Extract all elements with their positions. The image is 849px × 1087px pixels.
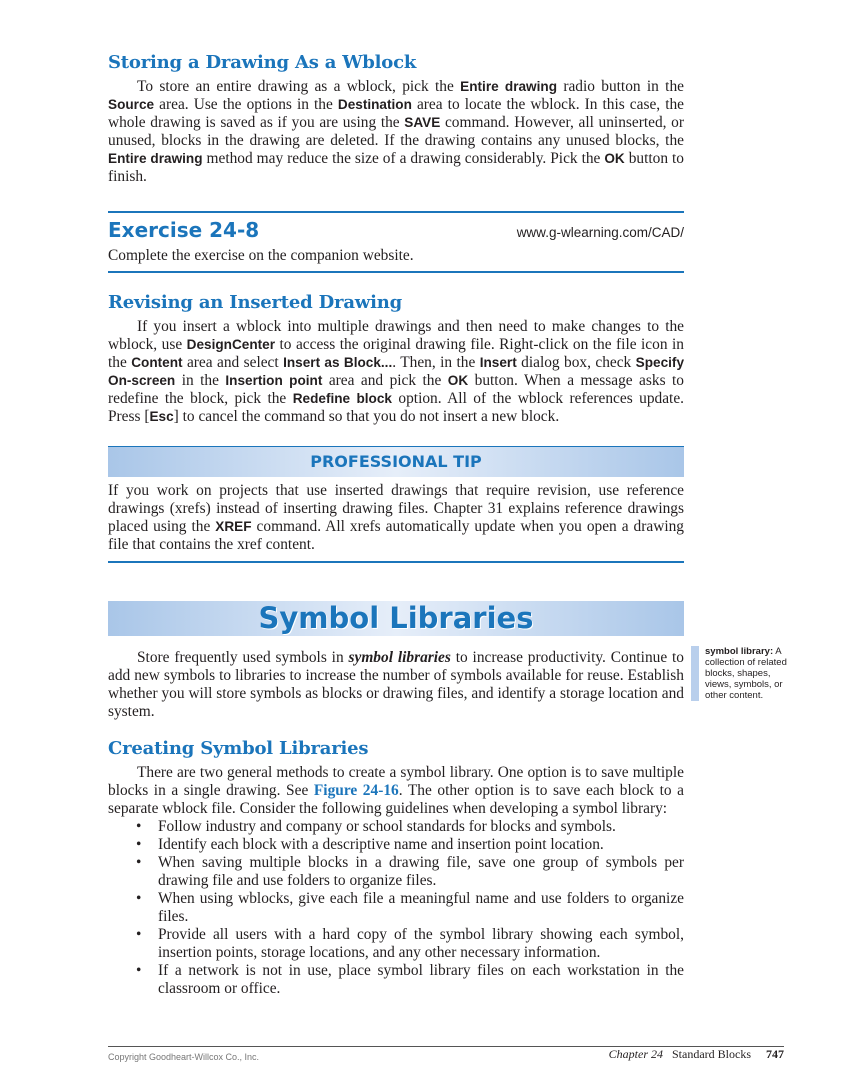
list-item: • Identify each block with a descriptive name and insertion point location. <box>128 836 684 854</box>
text-run: button to finish. <box>108 150 684 185</box>
guidelines-list <box>128 818 684 998</box>
key-name: Esc <box>149 409 174 424</box>
heading: Revising an Inserted Drawing <box>108 292 402 313</box>
section-creating <box>108 738 684 998</box>
ui-term: DesignCenter <box>186 337 276 352</box>
text-run: method may reduce the size of a drawing considerably. Pick the <box>202 150 605 167</box>
glossary-definition: A collection of related blocks, shapes, views, symbols, or other content. <box>705 646 787 701</box>
ui-term: Redefine block <box>292 391 392 406</box>
ui-term: Specify On-screen <box>108 355 685 388</box>
heading: Storing a Drawing As a Wblock <box>108 52 417 73</box>
page-footer <box>108 1046 784 1064</box>
text-run: To store an entire drawing as a wblock, pick the <box>137 78 461 95</box>
text-run: to access the original drawing file. Right-click on the file icon in the <box>108 336 684 371</box>
text-run: to increase productivity. Continue to add new symbols to libraries to increase the number of symbols available for reuse. Establish whether you will store symbols as blocks or drawing files, and identify a storage location and system. <box>108 649 685 720</box>
ui-term: Source <box>108 97 155 112</box>
text-run: There are two general methods to create a symbol library. One option is to save multiple blocks in a single drawing. See <box>108 764 684 799</box>
text-run: area. Use the options in the <box>154 96 338 113</box>
margin-definition <box>691 646 791 701</box>
list-item: • If a network is not in use, place symbol library files on each workstation in the classroom or office. <box>128 962 684 998</box>
paragraph <box>108 78 684 186</box>
figure-reference[interactable]: Figure 24-16 <box>313 782 399 799</box>
text-run: If you work on projects that use inserted drawings that require revision, use reference drawings (xrefs) instead of inserting drawing files. Chapter 31 explains reference drawings placed using the <box>108 482 684 535</box>
text-run: ] to cancel the command so that you do not insert a new block. <box>173 408 560 425</box>
text-run: command. All xrefs automatically update when you open a drawing file that contains the xref content. <box>108 518 684 553</box>
section-revising <box>108 292 684 426</box>
list-item: • Provide all users with a hard copy of the symbol library showing each symbol, insertion points, storage locations, and any other necessary information. <box>128 926 684 962</box>
text-run: radio button in the <box>557 78 684 95</box>
text-run: . Then, in the <box>392 354 480 371</box>
text-run: area and pick the <box>322 372 448 389</box>
ui-term: SAVE <box>404 115 441 130</box>
professional-tip <box>108 446 684 563</box>
chapter-label: Chapter 24 <box>608 1047 663 1061</box>
copyright: Copyright Goodheart-Willcox Co., Inc. <box>108 1052 260 1062</box>
section-symbol <box>108 649 684 721</box>
text-run: area and select <box>182 354 284 371</box>
ui-term: Insert as Block... <box>283 355 393 370</box>
paragraph <box>108 764 684 818</box>
ui-term: OK <box>447 373 469 388</box>
glossary-term: symbol library: <box>705 646 774 657</box>
exercise-text: Complete the exercise on the companion website. <box>108 247 414 264</box>
text-run: . The other option is to save each block to a separate wblock file. Consider the following guidelines when developing a symbol library: <box>108 782 684 817</box>
text-run: dialog box, check <box>516 354 636 371</box>
exercise-title: Exercise 24-8 <box>108 218 260 242</box>
heading: Creating Symbol Libraries <box>108 738 369 759</box>
ui-term: XREF <box>215 519 252 534</box>
text-run: Store frequently used symbols in <box>137 649 349 666</box>
list-item: • When using wblocks, give each file a meaningful name and use folders to organize files. <box>128 890 684 926</box>
list-item: • Follow industry and company or school standards for blocks and symbols. <box>128 818 684 836</box>
ui-term: Content <box>131 355 183 370</box>
tip-title: PROFESSIONAL TIP <box>108 447 684 477</box>
ui-term: Destination <box>337 97 412 112</box>
exercise-box <box>108 211 684 273</box>
exercise-url[interactable]: www.g-wlearning.com/CAD/ <box>516 225 684 240</box>
ui-term: Insert <box>479 355 517 370</box>
section-wblock <box>108 52 684 186</box>
ui-term: Entire drawing <box>108 151 203 166</box>
text-run: area to locate the wblock. In this case, the whole drawing is saved as if you are using the <box>108 96 685 131</box>
text-run: If you insert a wblock into multiple drawings and then need to make changes to the wblock, use <box>108 318 684 353</box>
text-run: option. All of the wblock references update. Press [ <box>108 390 684 425</box>
ui-term: Entire drawing <box>460 79 558 94</box>
key-term: symbol libraries <box>348 649 451 666</box>
chapter-section-title: Symbol Libraries <box>108 601 684 636</box>
chapter-title: Standard Blocks <box>672 1047 751 1061</box>
text-run: button. When a message asks to redefine the block, pick the <box>108 372 684 407</box>
list-item: • When saving multiple blocks in a drawing file, save one group of symbols per drawing file and use folders to organize files. <box>128 854 684 890</box>
ui-term: OK <box>604 151 625 166</box>
ui-term: Insertion point <box>225 373 323 388</box>
text-run: in the <box>175 372 226 389</box>
paragraph <box>108 318 684 426</box>
paragraph <box>108 482 684 554</box>
page-number: 747 <box>766 1047 784 1061</box>
text-run: command. However, all uninserted, or unused, blocks in the drawing are deleted. If the drawing contains any unused blocks, the <box>108 114 684 149</box>
paragraph <box>108 649 684 721</box>
